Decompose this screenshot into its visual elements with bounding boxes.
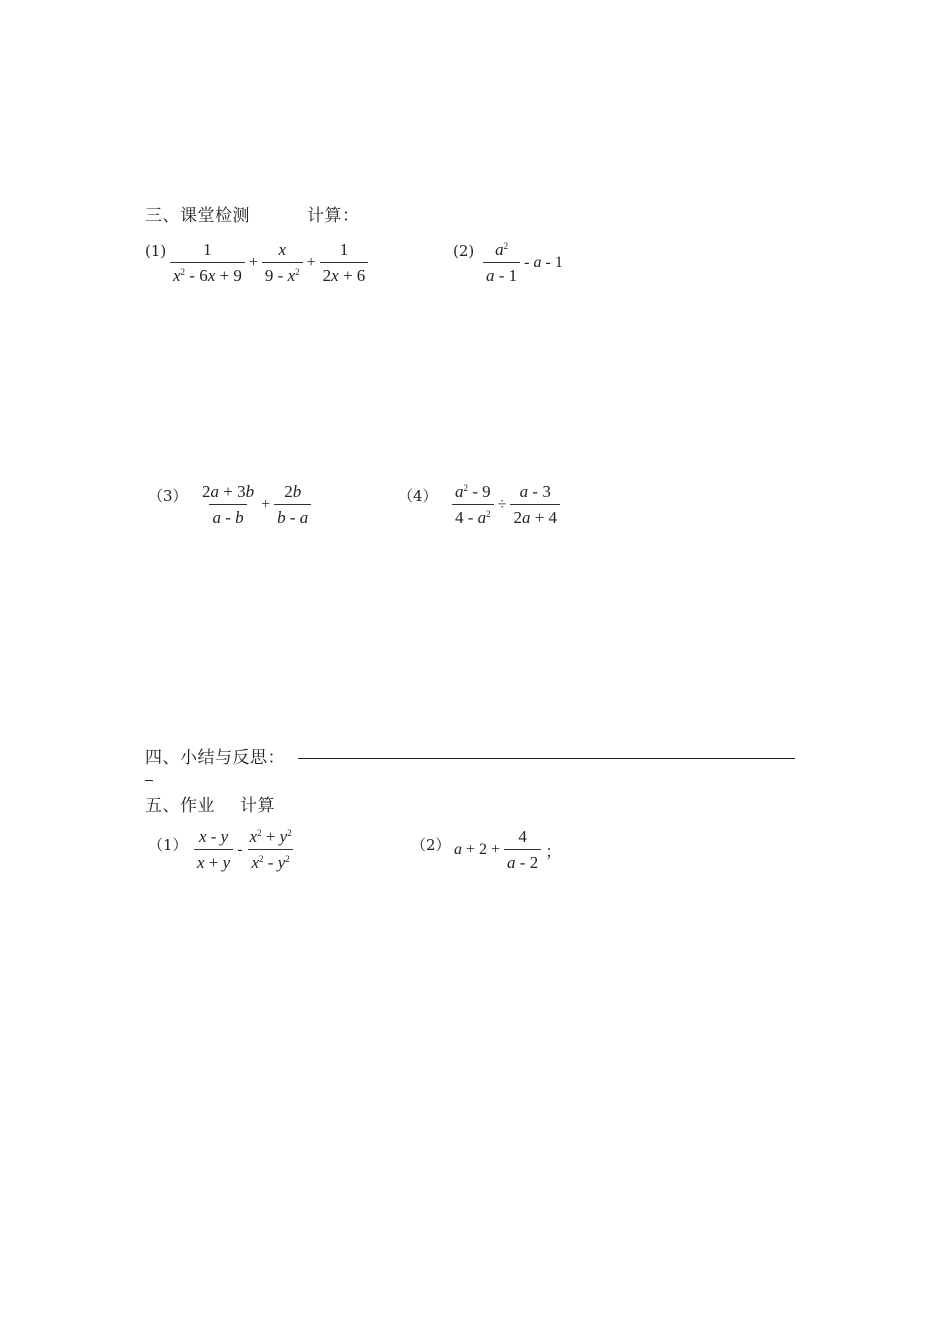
problem-3-1-expression: $\frac{1}{x^2 - 6x + 9}$ + $\frac{x}{9 - x^2}$ + $\frac{1}{2x + 6}$ [168,240,370,286]
section-3-instruction: 计算： [307,206,360,226]
fraction: $\frac{1}{x^2 - 6x + 9}$ [170,240,245,286]
problem-3-2-label: (2) [453,242,475,260]
problem-3-2-expression: $\frac{a^2}{a - 1}$ - a - 1 [481,240,565,286]
section-5-instruction: 计算 [240,796,275,816]
section-5-title: 五、作业 [145,796,215,816]
problem-3-4-label: （4） [398,487,438,505]
reflection-blank-line[interactable] [298,738,795,759]
problem-5-2-label: （2） [411,836,451,854]
fraction: $\frac{a^2}{a - 1}$ [483,240,520,286]
problem-5-1-label: （1） [148,836,188,854]
problem-3-1-label: (1) [145,242,167,260]
fraction: $\frac{a - 3}{2a + 4}$ [510,482,560,528]
section-3-title: 三、课堂检测 [145,206,250,226]
fraction: $\frac{x - y}{x + y}$ [194,827,233,873]
fraction: $\frac{2a + 3b}{a - b}$ [202,482,255,527]
problem-5-2-suffix: ； [545,843,562,861]
problem-5-1-expression: $\frac{x - y}{x + y}$ - $\frac{x^2 + y^2}{x^2 - y^2}$ [192,827,297,873]
problem-5-2-expression: a + 2 + $\frac{4}{a - 2}$ ； [454,827,562,872]
fraction: $\frac{4}{a - 2}$ [504,827,541,873]
problem-3-4-expression: $\frac{a^2 - 9}{4 - a^2}$ ÷ $\frac{a - 3}{2a + 4}$ [450,482,562,528]
reflection-blank-line-continued [145,762,153,781]
fraction: $\frac{2b}{b - a}$ [274,482,311,528]
section-4-title: 四、小结与反思： [145,748,285,768]
fraction: $\frac{x^2 + y^2}{x^2 - y^2}$ [249,827,292,872]
problem-3-3-label: （3） [148,487,188,505]
fraction: $\frac{x}{9 - x^2}$ [262,240,303,286]
problem-3-3-expression: $\frac{2a + 3b}{a - b}$ + $\frac{2b}{b - a}$ [197,482,313,528]
fraction: $\frac{a^2 - 9}{4 - a^2}$ [452,482,494,528]
fraction: $\frac{1}{2x + 6}$ [320,240,369,286]
